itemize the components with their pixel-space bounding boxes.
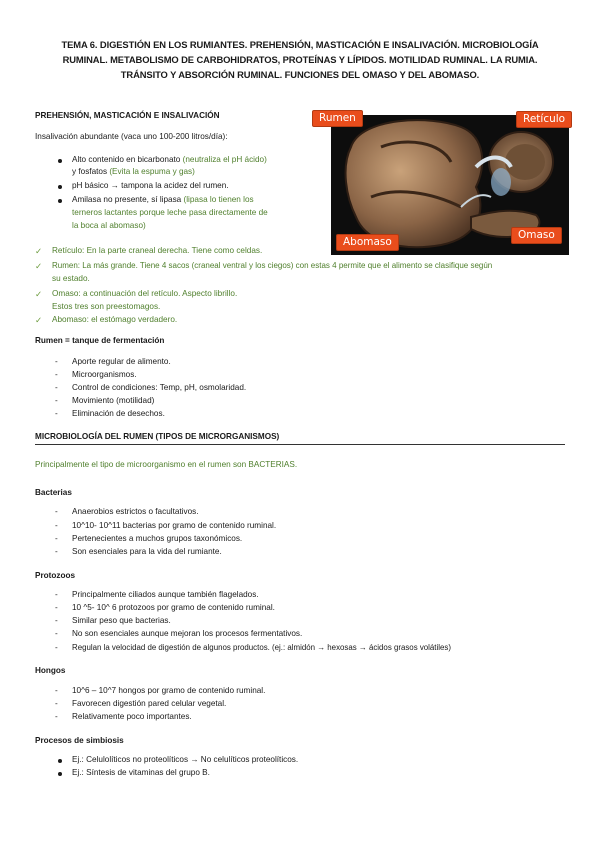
list-item: Pertenecientes a muchos grupos taxonómicos. <box>72 534 243 543</box>
list-item: Eliminación de desechos. <box>72 409 165 418</box>
list-item: Control de condiciones: Temp, pH, osmolaridad. <box>72 383 247 392</box>
list-item: Regulan la velocidad de digestión de algunos productos. (ej.: almidón → hexosas → ácidos grasos volátiles) <box>72 643 451 652</box>
bullet-item: Ej.: Síntesis de vitaminas del grupo B. <box>72 768 210 777</box>
document-title <box>40 37 560 82</box>
list-dash: - <box>55 712 58 721</box>
bullet-item-continuation: y fosfatos (Evita la espuma y gas) <box>72 167 195 176</box>
bullet-dot <box>58 759 62 763</box>
title-line-2: RUMINAL. METABOLISMO DE CARBOHIDRATOS, PROTEÍNAS Y LÍPIDOS. MOTILIDAD RUMINAL. LA RUMIA. <box>62 54 538 65</box>
section-divider <box>35 444 565 445</box>
check-item: Omaso: a continuación del retículo. Aspecto librillo. <box>52 289 238 298</box>
microbiologia-intro: Principalmente el tipo de microorganismo en el rumen son BACTERIAS. <box>35 460 298 469</box>
bullet-item-continuation: la boca al abomaso) <box>72 221 146 230</box>
list-item: Relativamente poco importantes. <box>72 712 192 721</box>
list-dash: - <box>55 686 58 695</box>
title-line-1: TEMA 6. DIGESTIÓN EN LOS RUMIANTES. PREHENSIÓN, MASTICACIÓN E INSALIVACIÓN. MICROBIOLOGÍA <box>61 39 539 50</box>
check-item-continuation: su estado. <box>52 274 90 283</box>
bullet-dot <box>58 185 62 189</box>
bullet-item: pH básico → tampona la acidez del rumen. <box>72 181 229 190</box>
bullet-dot <box>58 159 62 163</box>
section-heading-prehension: PREHENSIÓN, MASTICACIÓN E INSALIVACIÓN <box>35 111 220 120</box>
check-item: Rumen: La más grande. Tiene 4 sacos (craneal ventral y los ciegos) con estas 4 permite que el alimento se clasifique según <box>52 261 493 270</box>
label-reticulo: Retículo <box>516 111 572 128</box>
stomach-figure <box>311 107 569 255</box>
checkmark-icon: ✓ <box>35 246 43 256</box>
list-dash: - <box>55 383 58 392</box>
list-dash: - <box>55 547 58 556</box>
list-item: 10^6 – 10^7 hongos por gramo de contenido ruminal. <box>72 686 266 695</box>
list-dash: - <box>55 534 58 543</box>
label-rumen: Rumen <box>312 110 363 127</box>
list-item: 10 ^5- 10^ 6 protozoos por gramo de contenido ruminal. <box>72 603 275 612</box>
list-item: 10^10- 10^11 bacterias por gramo de contenido ruminal. <box>72 521 277 530</box>
list-item: Microorganismos. <box>72 370 137 379</box>
rumen-tank-heading: Rumen = tanque de fermentación <box>35 336 165 345</box>
list-dash: - <box>55 370 58 379</box>
list-dash: - <box>55 409 58 418</box>
checkmark-icon: ✓ <box>35 315 43 325</box>
checkmark-icon: ✓ <box>35 261 43 271</box>
bullet-item-continuation: terneros lactantes porque leche pasa directamente de <box>72 208 268 217</box>
title-line-3: TRÁNSITO Y ABSORCIÓN RUMINAL. FUNCIONES DEL OMASO Y DEL ABOMASO. <box>120 69 480 80</box>
list-dash: - <box>55 616 58 625</box>
list-item: Aporte regular de alimento. <box>72 357 171 366</box>
bullet-item: Ej.: Celulolíticos no proteolíticos → No celulíticos proteolíticos. <box>72 755 299 764</box>
subheading-protozoos: Protozoos <box>35 571 76 580</box>
list-dash: - <box>55 699 58 708</box>
label-omaso: Omaso <box>511 227 562 244</box>
list-dash: - <box>55 643 58 652</box>
subheading-hongos: Hongos <box>35 666 66 675</box>
list-dash: - <box>55 357 58 366</box>
bullet-item: Amilasa no presente, sí lipasa (lipasa lo tienen los <box>72 195 254 204</box>
check-item: Abomaso: el estómago verdadero. <box>52 315 178 324</box>
bullet-item: Alto contenido en bicarbonato (neutraliza el pH ácido) <box>72 155 267 164</box>
subheading-bacterias: Bacterias <box>35 488 72 497</box>
check-item: Retículo: En la parte craneal derecha. Tiene como celdas. <box>52 246 263 255</box>
label-abomaso: Abomaso <box>336 234 399 251</box>
list-dash: - <box>55 629 58 638</box>
list-dash: - <box>55 590 58 599</box>
list-item: No son esenciales aunque mejoran los procesos fermentativos. <box>72 629 303 638</box>
list-item: Son esenciales para la vida del rumiante. <box>72 547 222 556</box>
checkmark-icon: ✓ <box>35 289 43 299</box>
list-item: Favorecen digestión pared celular vegetal. <box>72 699 227 708</box>
list-dash: - <box>55 521 58 530</box>
bullet-dot <box>58 199 62 203</box>
list-dash: - <box>55 507 58 516</box>
check-item-continuation: Estos tres son preestomagos. <box>52 302 161 311</box>
list-item: Anaerobios estrictos o facultativos. <box>72 507 199 516</box>
insalivacion-intro: Insalivación abundante (vaca uno 100-200 litros/día): <box>35 132 228 141</box>
list-item: Similar peso que bacterias. <box>72 616 171 625</box>
section-heading-microbiologia: MICROBIOLOGÍA DEL RUMEN (TIPOS DE MICRORGANISMOS) <box>35 432 280 441</box>
list-dash: - <box>55 603 58 612</box>
list-item: Movimiento (motilidad) <box>72 396 155 405</box>
subheading-simbiosis: Procesos de simbiosis <box>35 736 124 745</box>
list-dash: - <box>55 396 58 405</box>
list-item: Principalmente ciliados aunque también flagelados. <box>72 590 259 599</box>
bullet-dot <box>58 772 62 776</box>
